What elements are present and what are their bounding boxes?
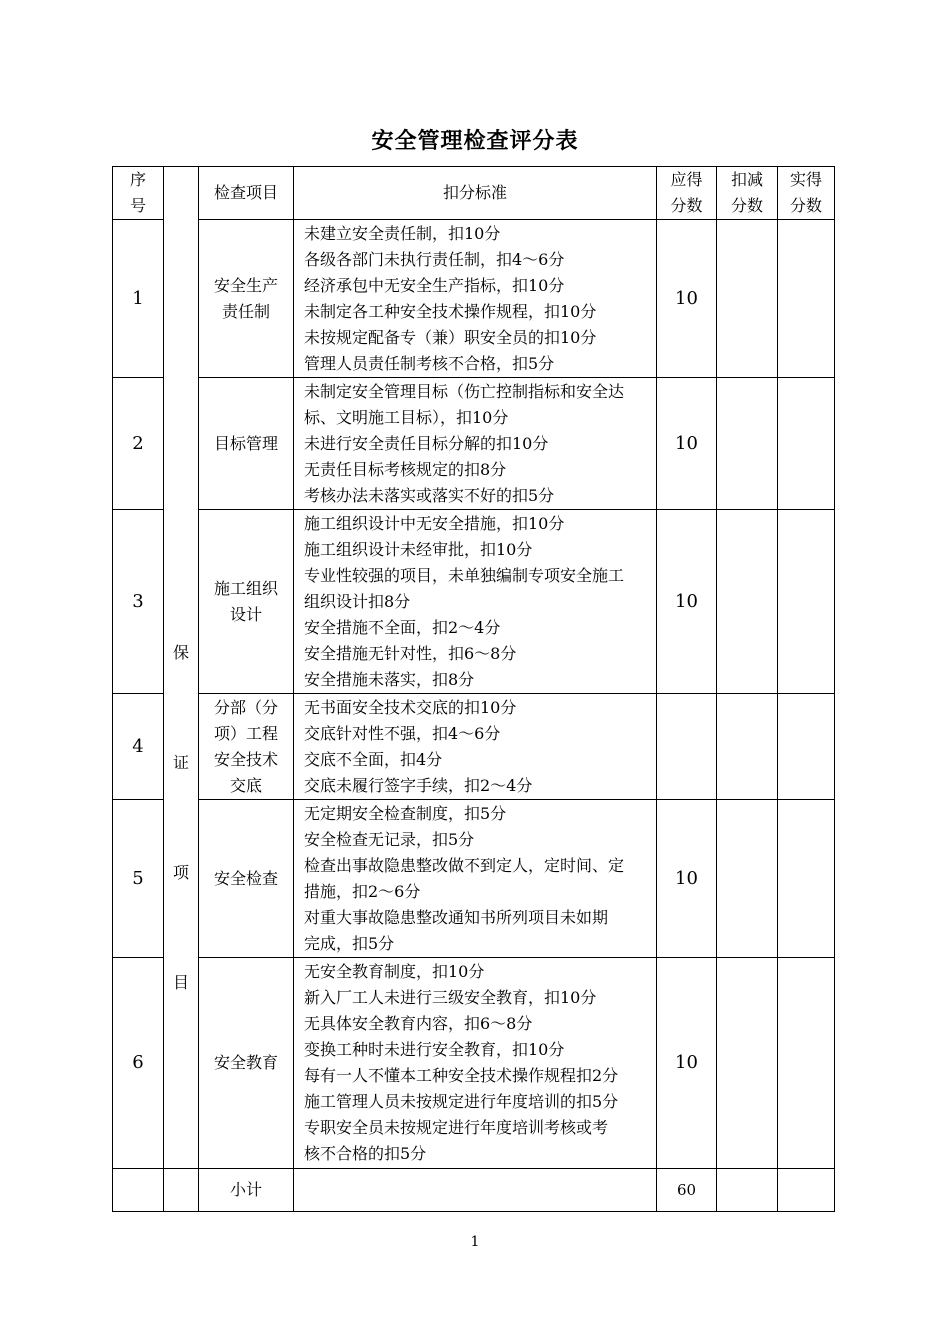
row-item: 安全生产 责任制 — [199, 220, 294, 378]
row-item: 安全检查 — [199, 800, 294, 958]
row-seq: 1 — [113, 220, 164, 378]
group-label-cell — [164, 167, 199, 1169]
row-criteria: 无安全教育制度，扣10分 新入厂工人未进行三级安全教育，扣10分 无具体安全教育内容，扣6～8分 变换工种时未进行安全教育，扣10分 每有一人不懂本工种安全技术操作规程扣2分 施工管理人员未按规定进行年度培训的扣5分 专职安全员未按规定进行年度培训考核或考 核不合格的扣5分 — [294, 958, 657, 1169]
table-row — [113, 510, 835, 694]
group-label-char: 项 — [172, 862, 189, 882]
row-deduct — [717, 510, 778, 694]
row-seq: 4 — [113, 694, 164, 800]
header-actual: 实得 分数 — [778, 167, 835, 220]
subtotal-actual — [778, 1169, 835, 1212]
header-seq: 序 号 — [113, 167, 164, 220]
row-seq: 2 — [113, 378, 164, 510]
table-row — [113, 958, 835, 1169]
group-label-char: 保 — [172, 642, 189, 662]
header-criteria: 扣分标准 — [294, 167, 657, 220]
page-number: 1 — [470, 1234, 480, 1250]
score-table — [112, 166, 835, 1212]
header-item: 检查项目 — [199, 167, 294, 220]
row-deduct — [717, 378, 778, 510]
subtotal-criteria — [294, 1169, 657, 1212]
row-actual — [778, 510, 835, 694]
row-item: 分部（分 项）工程 安全技术 交底 — [199, 694, 294, 800]
header-row — [113, 167, 835, 220]
row-criteria: 施工组织设计中无安全措施，扣10分 施工组织设计未经审批，扣10分 专业性较强的项目，未单独编制专项安全施工 组织设计扣8分 安全措施不全面，扣2～4分 安全措施无针对性，扣6～8分 安全措施未落实，扣8分 — [294, 510, 657, 694]
row-seq: 5 — [113, 800, 164, 958]
row-actual — [778, 800, 835, 958]
row-due — [657, 694, 717, 800]
group-label-char: 证 — [172, 752, 189, 772]
row-actual — [778, 378, 835, 510]
row-deduct — [717, 800, 778, 958]
table-row — [113, 378, 835, 510]
subtotal-due: 60 — [657, 1169, 717, 1212]
row-due: 10 — [657, 510, 717, 694]
page-title: 安全管理检查评分表 — [371, 129, 579, 154]
subtotal-label: 小计 — [199, 1169, 294, 1212]
row-due: 10 — [657, 220, 717, 378]
row-due: 10 — [657, 800, 717, 958]
row-actual — [778, 958, 835, 1169]
row-item: 施工组织 设计 — [199, 510, 294, 694]
table-row — [113, 220, 835, 378]
table-row — [113, 694, 835, 800]
row-criteria: 无定期安全检查制度，扣5分 安全检查无记录，扣5分 检查出事故隐患整改做不到定人，定时间、定 措施，扣2～6分 对重大事故隐患整改通知书所列项目未如期 完成，扣5分 — [294, 800, 657, 958]
subtotal-group — [164, 1169, 199, 1212]
table-row — [113, 800, 835, 958]
row-seq: 6 — [113, 958, 164, 1169]
row-item: 目标管理 — [199, 378, 294, 510]
row-due: 10 — [657, 958, 717, 1169]
group-label-char: 目 — [172, 972, 189, 992]
row-criteria: 无书面安全技术交底的扣10分 交底针对性不强，扣4～6分 交底不全面，扣4分 交底未履行签字手续，扣2～4分 — [294, 694, 657, 800]
row-criteria: 未制定安全管理目标（伤亡控制指标和安全达 标、文明施工目标），扣10分 未进行安全责任目标分解的扣10分 无责任目标考核规定的扣8分 考核办法未落实或落实不好的扣5分 — [294, 378, 657, 510]
header-deduct: 扣减 分数 — [717, 167, 778, 220]
row-due: 10 — [657, 378, 717, 510]
row-item: 安全教育 — [199, 958, 294, 1169]
row-criteria: 未建立安全责任制，扣10分 各级各部门未执行责任制，扣4～6分 经济承包中无安全生产指标，扣10分 未制定各工种安全技术操作规程，扣10分 未按规定配备专（兼）职安全员的扣10分 管理人员责任制考核不合格，扣5分 — [294, 220, 657, 378]
row-deduct — [717, 220, 778, 378]
subtotal-seq — [113, 1169, 164, 1212]
subtotal-row — [113, 1169, 835, 1212]
row-actual — [778, 694, 835, 800]
row-seq: 3 — [113, 510, 164, 694]
row-deduct — [717, 958, 778, 1169]
row-deduct — [717, 694, 778, 800]
header-due: 应得 分数 — [657, 167, 717, 220]
row-actual — [778, 220, 835, 378]
subtotal-deduct — [717, 1169, 778, 1212]
